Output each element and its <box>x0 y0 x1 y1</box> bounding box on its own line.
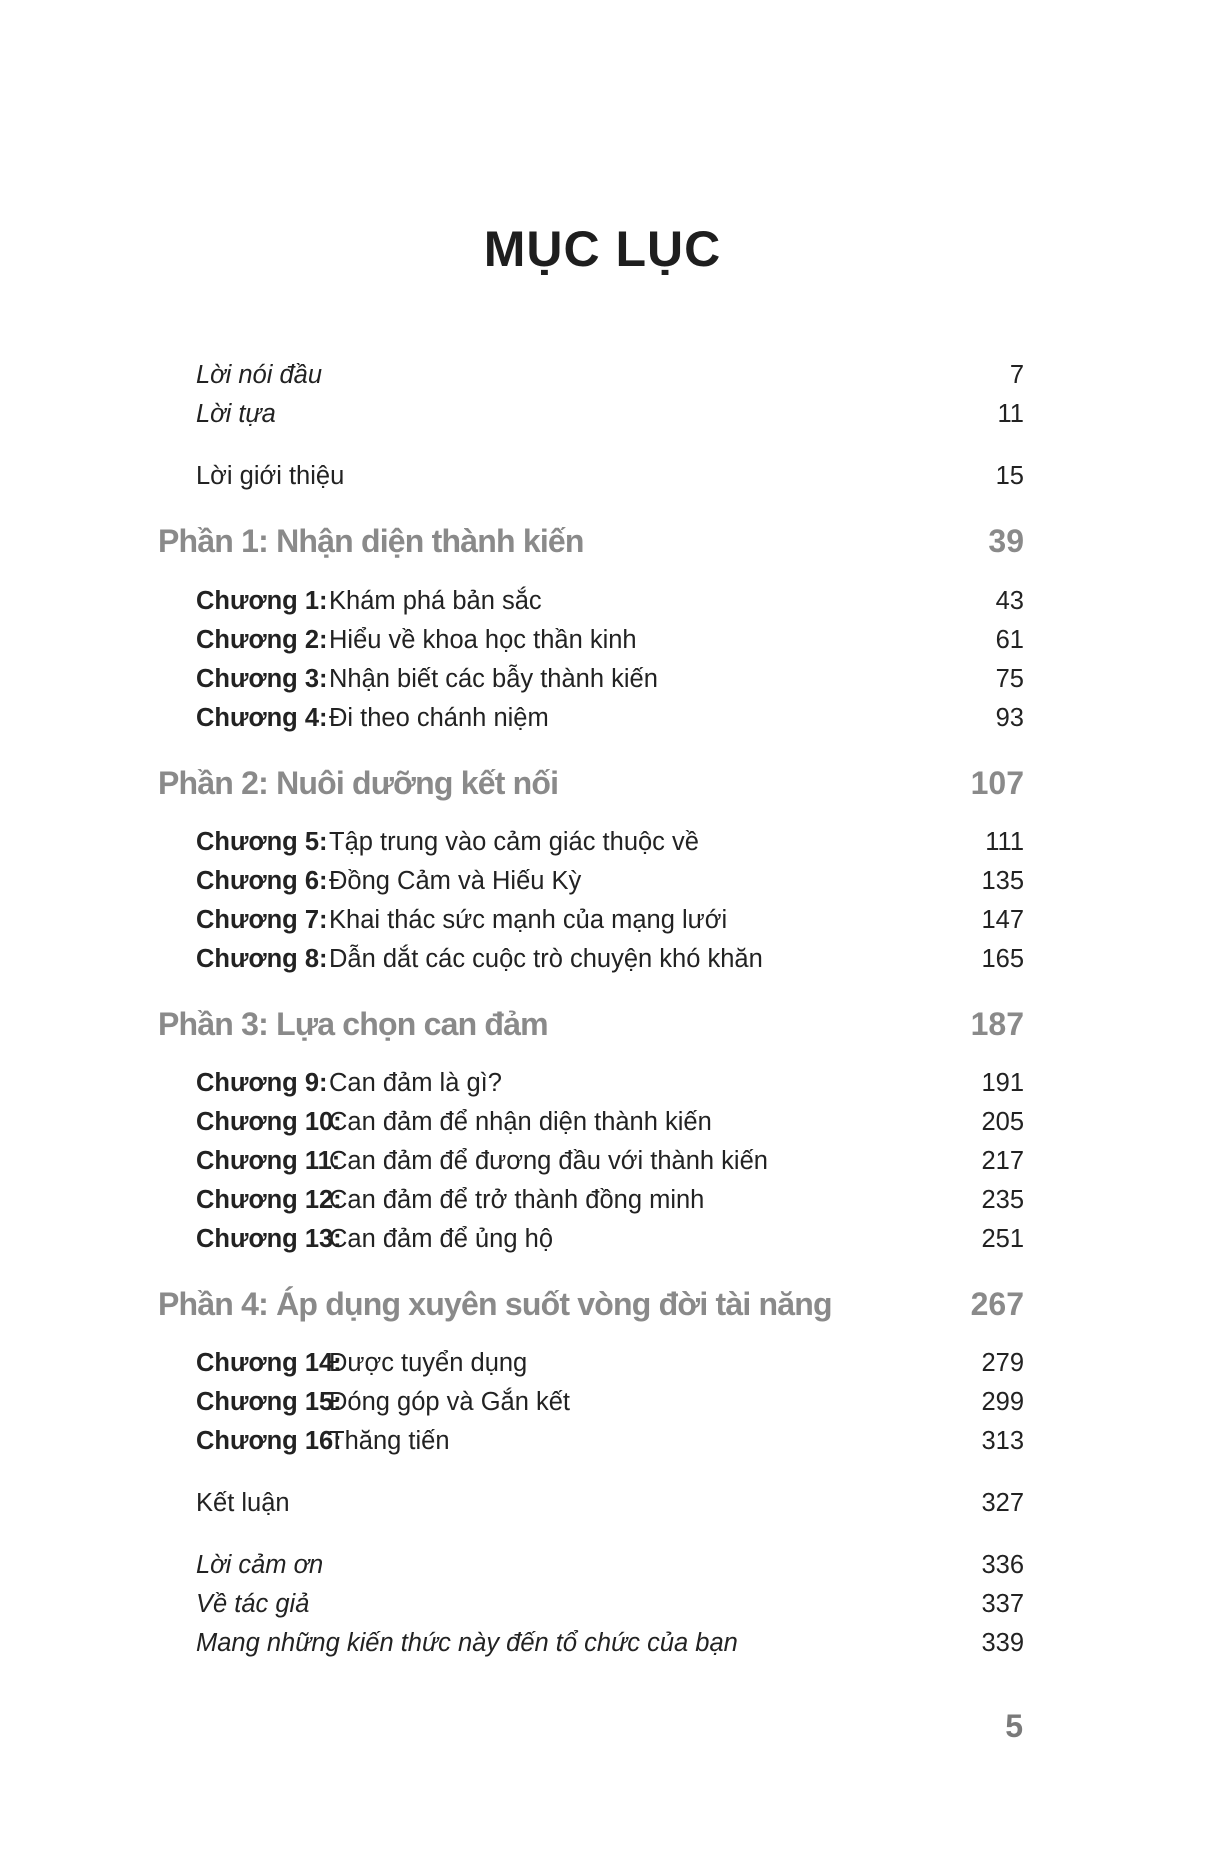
toc-chapter-3[interactable] <box>196 659 1024 699</box>
page-title: MỤC LỤC <box>483 221 722 277</box>
chapter-title: Can đảm là gì? <box>329 1069 502 1097</box>
toc-part-2[interactable] <box>158 760 1024 806</box>
chapter-title: Đi theo chánh niệm <box>329 704 549 732</box>
chapter-title: Can đảm để trở thành đồng minh <box>329 1186 705 1214</box>
part-label: Phần 3: Lựa chọn can đảm <box>158 1006 548 1042</box>
chapter-title: Can đảm để nhận diện thành kiến <box>329 1108 712 1136</box>
toc-chapter-12[interactable] <box>196 1180 1024 1220</box>
toc-entry-front-1[interactable] <box>196 355 1024 395</box>
chapter-title: Được tuyển dụng <box>329 1349 528 1377</box>
part-label: Phần 2: Nuôi dưỡng kết nối <box>158 765 559 801</box>
chapter-number: Chương 7: <box>196 906 328 934</box>
chapter-title: Can đảm để đương đầu với thành kiến <box>329 1147 768 1175</box>
chapter-number: Chương 9: <box>196 1069 328 1097</box>
chapter-page: 135 <box>981 867 1024 895</box>
toc-entry-page: 7 <box>1009 361 1024 389</box>
chapter-page: 205 <box>981 1108 1024 1136</box>
chapter-title: Đóng góp và Gắn kết <box>329 1388 570 1416</box>
chapter-number: Chương 8: <box>196 945 328 973</box>
chapter-number: Chương 13: <box>196 1225 342 1253</box>
toc-entry-label: Kết luận <box>196 1489 290 1517</box>
chapter-number: Chương 12: <box>196 1186 342 1214</box>
chapter-number: Chương 5: <box>196 828 328 856</box>
page-number: 5 <box>1005 1708 1023 1744</box>
part-label: Phần 1: Nhận diện thành kiến <box>158 523 584 559</box>
toc-entry-page: 336 <box>981 1551 1024 1579</box>
toc-entry-label: Về tác giả <box>196 1590 310 1618</box>
toc-entry-label: Mang những kiến thức này đến tổ chức của bạn <box>196 1629 738 1657</box>
chapter-title: Khai thác sức mạnh của mạng lưới <box>329 906 728 934</box>
part-label: Phần 4: Áp dụng xuyên suốt vòng đời tài năng <box>158 1286 832 1322</box>
part-page: 39 <box>988 523 1024 559</box>
chapter-number: Chương 16: <box>196 1427 342 1455</box>
chapter-title: Khám phá bản sắc <box>329 587 542 615</box>
chapter-page: 313 <box>981 1427 1024 1455</box>
toc-entry-intro[interactable] <box>196 456 1024 496</box>
chapter-number: Chương 4: <box>196 704 328 732</box>
toc-chapter-5[interactable] <box>196 822 1024 862</box>
part-page: 187 <box>970 1006 1024 1042</box>
chapter-page: 217 <box>981 1147 1024 1175</box>
chapter-number: Chương 1: <box>196 587 328 615</box>
chapter-title: Can đảm để ủng hộ <box>329 1225 553 1253</box>
chapter-page: 61 <box>995 626 1024 654</box>
toc-chapter-8[interactable] <box>196 939 1024 979</box>
chapter-number: Chương 3: <box>196 665 328 693</box>
toc-entry-conclusion[interactable] <box>196 1483 1024 1523</box>
toc-entry-page: 327 <box>981 1489 1024 1517</box>
toc-entry-back-1[interactable] <box>196 1545 1024 1585</box>
chapter-page: 165 <box>981 945 1024 973</box>
chapter-page: 75 <box>995 665 1024 693</box>
toc-entry-back-2[interactable] <box>196 1584 1024 1624</box>
toc-chapter-16[interactable] <box>196 1421 1024 1461</box>
chapter-title: Tập trung vào cảm giác thuộc về <box>329 828 699 856</box>
part-page: 107 <box>970 765 1024 801</box>
toc-chapter-13[interactable] <box>196 1219 1024 1259</box>
chapter-number: Chương 15: <box>196 1388 342 1416</box>
toc-chapter-2[interactable] <box>196 620 1024 660</box>
toc-chapter-1[interactable] <box>196 581 1024 621</box>
toc-part-3[interactable] <box>158 1001 1024 1047</box>
chapter-number: Chương 10: <box>196 1108 342 1136</box>
toc-chapter-14[interactable] <box>196 1343 1024 1383</box>
chapter-number: Chương 2: <box>196 626 328 654</box>
chapter-title: Dẫn dắt các cuộc trò chuyện khó khăn <box>329 945 763 973</box>
chapter-page: 191 <box>981 1069 1024 1097</box>
chapter-page: 147 <box>981 906 1024 934</box>
toc-entry-page: 11 <box>997 400 1024 428</box>
toc-chapter-10[interactable] <box>196 1102 1024 1142</box>
toc-entry-label: Lời cảm ơn <box>196 1551 324 1579</box>
toc-chapter-11[interactable] <box>196 1141 1024 1181</box>
toc-chapter-4[interactable] <box>196 698 1024 738</box>
chapter-page: 111 <box>985 828 1024 856</box>
chapter-title: Thăng tiến <box>329 1427 450 1455</box>
chapter-page: 299 <box>981 1388 1024 1416</box>
toc-entry-front-2[interactable] <box>196 394 1024 434</box>
toc-entry-back-3[interactable] <box>196 1623 1024 1663</box>
toc-entry-label: Lời giới thiệu <box>196 462 345 490</box>
chapter-title: Đồng Cảm và Hiếu Kỳ <box>329 867 582 895</box>
chapter-title: Nhận biết các bẫy thành kiến <box>329 665 658 693</box>
toc-chapter-9[interactable] <box>196 1063 1024 1103</box>
chapter-number: Chương 11: <box>196 1147 341 1175</box>
chapter-title: Hiểu về khoa học thần kinh <box>329 626 637 654</box>
toc-entry-label: Lời tựa <box>196 400 276 428</box>
toc-chapter-7[interactable] <box>196 900 1024 940</box>
chapter-number: Chương 14: <box>196 1349 342 1377</box>
toc-chapter-15[interactable] <box>196 1382 1024 1422</box>
chapter-page: 279 <box>981 1349 1024 1377</box>
toc-chapter-6[interactable] <box>196 861 1024 901</box>
chapter-number: Chương 6: <box>196 867 328 895</box>
chapter-page: 43 <box>995 587 1024 615</box>
part-page: 267 <box>970 1286 1024 1322</box>
chapter-page: 93 <box>995 704 1024 732</box>
toc-entry-page: 15 <box>995 462 1024 490</box>
chapter-page: 235 <box>981 1186 1024 1214</box>
toc-entry-page: 339 <box>981 1629 1024 1657</box>
toc-part-4[interactable] <box>158 1281 1024 1327</box>
toc-entry-page: 337 <box>981 1590 1024 1618</box>
chapter-page: 251 <box>981 1225 1024 1253</box>
toc-entry-label: Lời nói đầu <box>196 361 323 389</box>
toc-part-1[interactable] <box>158 518 1024 564</box>
